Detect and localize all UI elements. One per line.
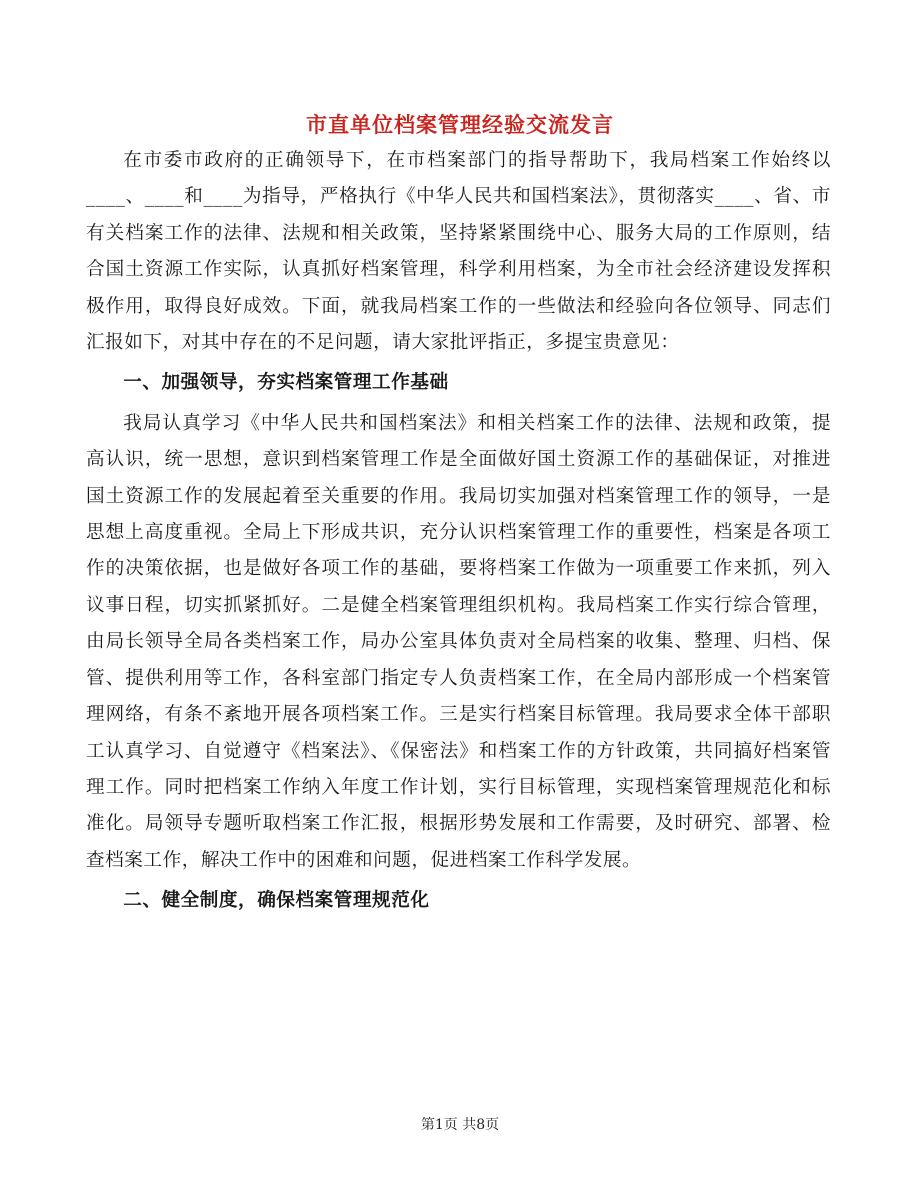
document-title: 市直单位档案管理经验交流发言 xyxy=(306,112,614,137)
section-heading-1: 一、加强领导，夯实档案管理工作基础 xyxy=(123,372,449,394)
section-1-paragraph: 我局认真学习《中华人民共和国档案法》和相关档案工作的法律、法规和政策，提高认识，统一思想，意识到档案管理工作是全面做好国土资源工作的基础保证，对推进国土资源工作的发展起着至关重要的作用。我局切实加强对档案管理工作的领导，一是思想上高度重视。全局上下形成共识，充分认识档案管理工作的重要性，档案是各项工作的决策依据，也是做好各项工作的基础，要将档案工作做为一项重要工作来抓，列入议事日程，切实抓紧抓好。二是健全档案管理组织机构。我局档案工作实行综合管理，由局长领导全局各类档案工作，局办公室具体负责对全局档案的收集、整理、归档、保管、提供利用等工作，各科室部门指定专人负责档案工作，在全局内部形成一个档案管理网络，有条不紊地开展各项档案工作。三是实行档案目标管理。我局要求全体干部职工认真学习、自觉遵守《档案法》、《保密法》和档案工作的方针政策，共同搞好档案管理工作。同时把档案工作纳入年度工作计划，实行目标管理，实现档案管理规范化和标准化。局领导专题听取档案工作汇报，根据形势发展和工作需要，及时研究、部署、检查档案工作，解决工作中的困难和问题，促进档案工作科学发展。 xyxy=(86,412,831,871)
page-indicator: 第1页 共8页 xyxy=(420,1117,500,1133)
section-heading-2: 二、健全制度，确保档案管理规范化 xyxy=(123,890,430,912)
document-body xyxy=(86,143,831,920)
intro-paragraph: 在市委市政府的正确领导下，在市档案部门的指导帮助下，我局档案工作始终以____、____和____为指导，严格执行《中华人民共和国档案法》，贯彻落实____、省、市有关档案工作的法律、法规和相关政策，坚持紧紧围绕中心、服务大局的工作原则，结合国土资源工作实际，认真抓好档案管理，科学利用档案，为全市社会经济建设发挥积极作用，取得良好成效。下面，就我局档案工作的一些做法和经验向各位领导、同志们汇报如下，对其中存在的不足问题，请大家批评指正，多提宝贵意见： xyxy=(86,150,831,354)
